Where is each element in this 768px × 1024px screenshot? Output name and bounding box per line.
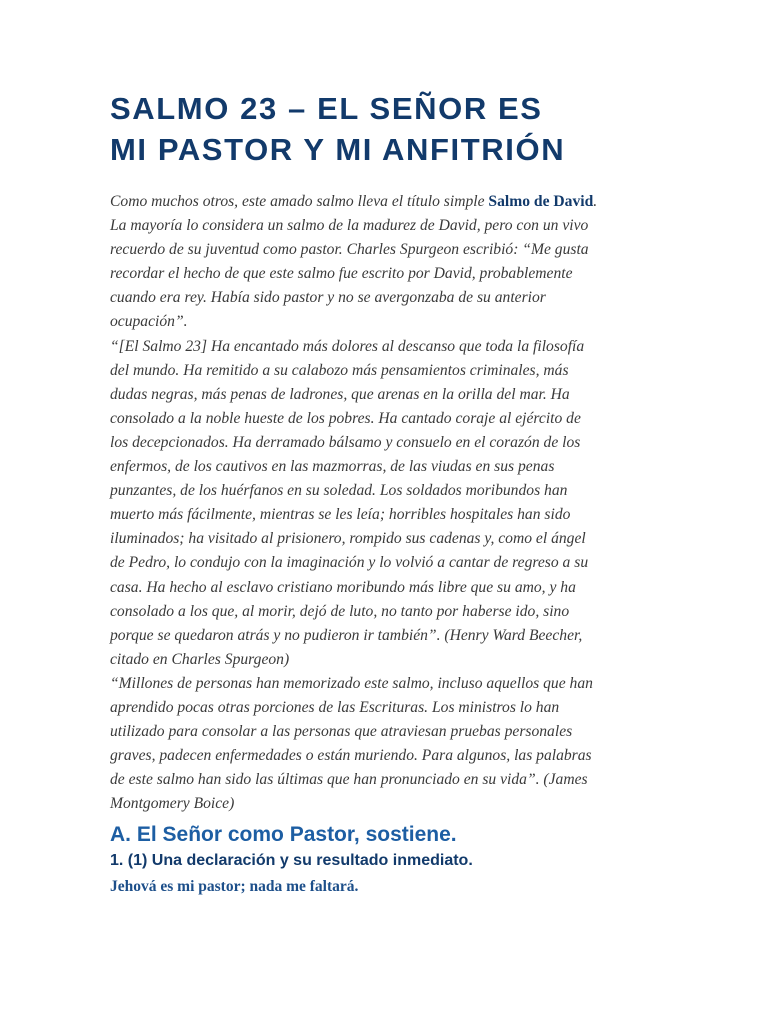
quote-line: dudas negras, más penas de ladrones, que arenas en la orilla del mar. Ha [110, 385, 570, 403]
verse-text: Jehová es mi pastor; nada me faltará. [110, 878, 359, 896]
quote-line: iluminados; ha visitado al prisionero, rompido sus cadenas y, como el ángel [110, 530, 586, 548]
quote-line: del mundo. Ha remitido a su calabozo más pensamientos criminales, más [110, 361, 569, 379]
quote-line: muerto más fácilmente, mientras se les leía; horribles hospitales han sido [110, 506, 571, 524]
quote-line: casa. Ha hecho al esclavo cristiano moribundo más libre que su amo, y ha [110, 578, 576, 596]
intro-line: recuerdo de su juventud como pastor. Charles Spurgeon escribió: “Me gusta [110, 241, 589, 259]
quote-line: porque se quedaron atrás y no pudieron ir también”. (Henry Ward Beecher, [110, 626, 583, 644]
title-line-1: SALMO 23 – EL SEÑOR ES [110, 91, 543, 126]
intro-line: cuando era rey. Había sido pastor y no se avergonzaba de su anterior [110, 289, 546, 307]
quote-line: punzantes, de los huérfanos en su soledad. Los soldados moribundos han [110, 482, 568, 500]
beecher-quote [110, 335, 658, 672]
section-a-heading: A. El Señor como Pastor, sostiene. [110, 823, 457, 847]
quote-line: Montgomery Boice) [110, 795, 235, 813]
intro-line: La mayoría lo considera un salmo de la madurez de David, pero con un vivo [110, 217, 589, 235]
intro-line: Como muchos otros, este amado salmo lleva el título simple Salmo de David. [110, 193, 598, 210]
quote-line: utilizado para consolar a las personas que atraviesan pruebas personales [110, 723, 573, 741]
quote-line: de Pedro, lo condujo con la imaginación y lo volvió a cantar de regreso a su [110, 554, 589, 572]
intro-line: ocupación”. [110, 313, 188, 331]
quote-line: consolado a la noble hueste de los pobres. Ha cantado coraje al ejército de [110, 409, 581, 427]
quote-line: graves, padecen enfermedades o están muriendo. Para algunos, las palabras [110, 747, 592, 765]
quote-line: aprendido pocas otras porciones de las Escrituras. Los ministros lo han [110, 698, 560, 716]
document-title [110, 88, 658, 170]
quote-line: enfermos, de los cautivos en las mazmorras, de las viudas en sus penas [110, 458, 555, 476]
quote-line: citado en Charles Spurgeon) [110, 650, 290, 668]
quote-line: “[El Salmo 23] Ha encantado más dolores al descanso que toda la filosofía [110, 337, 585, 355]
quote-line: consolado a los que, al morir, dejó de luto, no tanto por haberse ido, sino [110, 602, 570, 620]
quote-line: los decepcionados. Ha derramado bálsamo y consuelo en el corazón de los [110, 433, 581, 451]
psalm-of-david-label: Salmo de David [488, 193, 594, 210]
document-page [110, 88, 658, 898]
intro-line: recordar el hecho de que este salmo fue escrito por David, probablemente [110, 265, 573, 283]
quote-line: “Millones de personas han memorizado este salmo, incluso aquellos que han [110, 674, 593, 692]
subsection-1-heading: 1. (1) Una declaración y su resultado inmediato. [110, 852, 473, 870]
title-line-2: MI PASTOR Y MI ANFITRIÓN [110, 132, 566, 167]
intro-paragraph [110, 190, 658, 335]
quote-line: de este salmo han sido las últimas que han pronunciado en su vida”. (James [110, 771, 588, 789]
boice-quote [110, 672, 658, 817]
